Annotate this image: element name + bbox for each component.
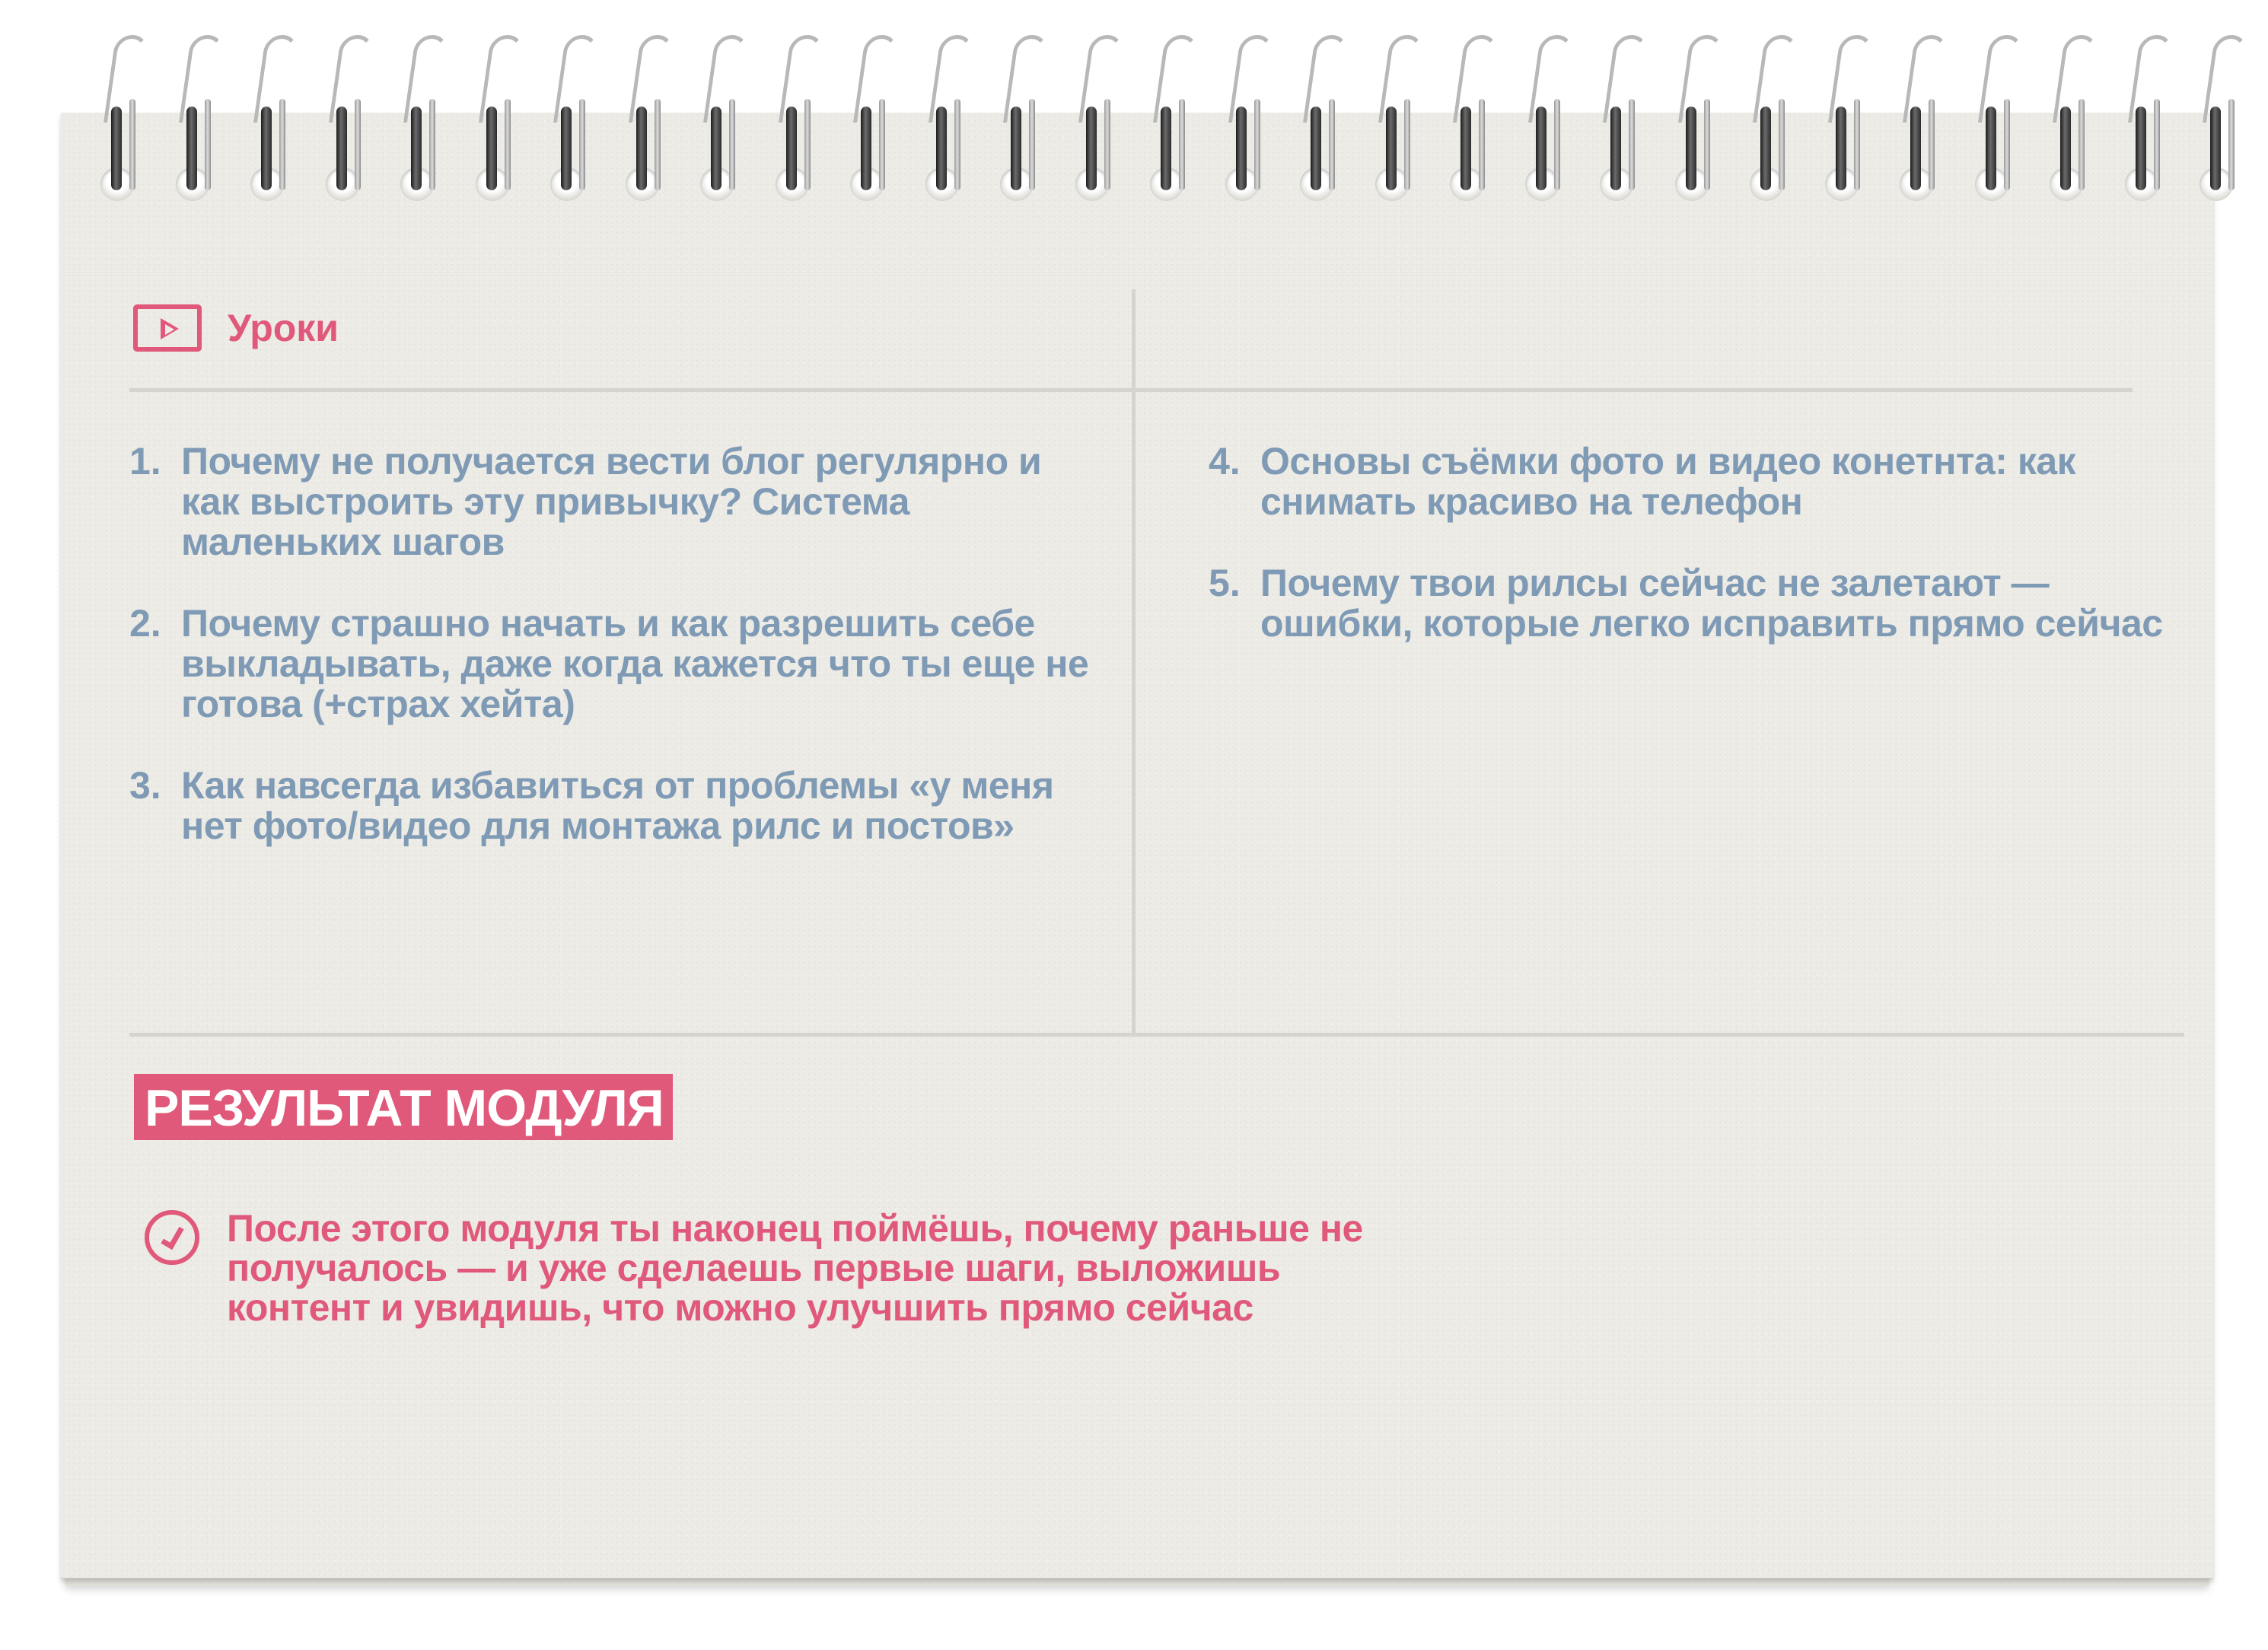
lesson-text: Почему не получается вести блог регулярно и как выстроить эту привычку? Система маленьких шагов bbox=[181, 440, 1042, 563]
spiral-ring bbox=[1898, 30, 1944, 213]
spiral-wire-top bbox=[1228, 35, 1273, 123]
spiral-ring bbox=[2123, 30, 2169, 213]
spiral-ring bbox=[399, 30, 444, 213]
spiral-ring bbox=[1298, 30, 1344, 213]
spiral-ring bbox=[1148, 30, 1194, 213]
spiral-wire-front bbox=[1910, 107, 1921, 190]
result-text: После этого модуля ты наконец поймёшь, почему раньше не получалось — и уже сделаешь первые шаги, выложишь контент и увидишь, что можно улучшить прямо сейчас bbox=[227, 1207, 1363, 1329]
lesson-number: 4. bbox=[1209, 440, 1241, 483]
spiral-ring bbox=[1674, 30, 1719, 213]
spiral-wire-top bbox=[178, 35, 224, 123]
spiral-wire-front bbox=[1610, 107, 1621, 190]
spiral-wire-top bbox=[1827, 35, 1873, 123]
spiral-ring bbox=[99, 30, 145, 213]
spiral-wire-front bbox=[1386, 107, 1397, 190]
spiral-wire-front bbox=[1760, 107, 1771, 190]
spiral-wire-top bbox=[1903, 35, 1948, 123]
spiral-wire-front bbox=[1311, 107, 1321, 190]
spiral-wire-top bbox=[1153, 35, 1199, 123]
spiral-wire-top bbox=[478, 35, 524, 123]
spiral-wire-front bbox=[1086, 107, 1097, 190]
spiral-wire-top bbox=[778, 35, 823, 123]
spiral-ring bbox=[324, 30, 370, 213]
lessons-header bbox=[133, 304, 339, 352]
lesson-item bbox=[1209, 563, 2168, 644]
result-block bbox=[145, 1209, 1429, 1327]
spiral-wire-top bbox=[2203, 35, 2248, 123]
spiral-ring bbox=[1448, 30, 1494, 213]
spiral-ring bbox=[924, 30, 970, 213]
spiral-wire-front bbox=[861, 107, 871, 190]
result-title: РЕЗУЛЬТАТ МОДУЛЯ bbox=[134, 1074, 673, 1140]
header-divider bbox=[129, 388, 2133, 392]
play-icon bbox=[133, 304, 202, 352]
spiral-wire-front bbox=[1686, 107, 1696, 190]
spiral-wire-front bbox=[786, 107, 797, 190]
spiral-wire-top bbox=[1977, 35, 2023, 123]
spiral-wire-top bbox=[853, 35, 899, 123]
lesson-item bbox=[129, 766, 1104, 846]
spiral-wire-front bbox=[111, 107, 122, 190]
spiral-wire-top bbox=[2053, 35, 2098, 123]
lesson-item bbox=[129, 441, 1104, 562]
spiral-ring bbox=[2048, 30, 2094, 213]
spiral-wire-front bbox=[2210, 107, 2221, 190]
spiral-wire-front bbox=[336, 107, 347, 190]
lesson-text: Как навсегда избавиться от проблемы «у меня нет фото/видео для монтажа рилс и постов» bbox=[181, 764, 1054, 847]
spiral-wire-top bbox=[1078, 35, 1123, 123]
lessons-title: Уроки bbox=[228, 307, 339, 349]
spiral-wire-front bbox=[1011, 107, 1021, 190]
spiral-ring bbox=[699, 30, 744, 213]
spiral-ring bbox=[1748, 30, 1794, 213]
spiral-ring bbox=[1524, 30, 1569, 213]
spiral-wire-top bbox=[403, 35, 449, 123]
spiral-wire-front bbox=[261, 107, 272, 190]
spiral-wire-front bbox=[2060, 107, 2071, 190]
spiral-wire-top bbox=[253, 35, 299, 123]
spiral-wire-front bbox=[1236, 107, 1247, 190]
spiral-ring bbox=[849, 30, 894, 213]
spiral-wire-front bbox=[186, 107, 197, 190]
spiral-wire-top bbox=[1527, 35, 1573, 123]
spiral-ring bbox=[999, 30, 1044, 213]
spiral-wire-top bbox=[1677, 35, 1723, 123]
spiral-wire-top bbox=[1603, 35, 1648, 123]
spiral-ring bbox=[1224, 30, 1269, 213]
spiral-wire-top bbox=[1378, 35, 1423, 123]
spiral-wire-top bbox=[1303, 35, 1349, 123]
spiral-ring bbox=[1598, 30, 1644, 213]
lesson-number: 1. bbox=[129, 440, 161, 483]
spiral-ring bbox=[249, 30, 295, 213]
spiral-wire-front bbox=[1161, 107, 1171, 190]
check-circle-icon bbox=[145, 1210, 199, 1265]
spiral-ring bbox=[774, 30, 820, 213]
spiral-wire-front bbox=[1536, 107, 1547, 190]
spiral-wire-top bbox=[2127, 35, 2173, 123]
lesson-text: Почему твои рилсы сейчас не залетают — ошибки, которые легко исправить прямо сейчас bbox=[1260, 562, 2163, 645]
spiral-wire-front bbox=[2136, 107, 2146, 190]
lesson-number: 5. bbox=[1209, 562, 1241, 604]
spiral-wire-top bbox=[328, 35, 374, 123]
spiral-wire-top bbox=[1753, 35, 1798, 123]
spiral-wire-front bbox=[1836, 107, 1846, 190]
spiral-wire-top bbox=[553, 35, 599, 123]
lesson-list-right bbox=[1209, 441, 2168, 685]
spiral-ring bbox=[174, 30, 220, 213]
spiral-wire-front bbox=[636, 107, 647, 190]
spiral-wire-front bbox=[936, 107, 947, 190]
lesson-list-left bbox=[129, 441, 1104, 887]
spiral-binding bbox=[99, 30, 2200, 213]
spiral-wire-top bbox=[104, 35, 149, 123]
spiral-wire-front bbox=[486, 107, 497, 190]
spiral-ring bbox=[1973, 30, 2019, 213]
lesson-text: Почему страшно начать и как разрешить себе выкладывать, даже когда кажется что ты еще не готова (+страх хейта) bbox=[181, 602, 1089, 725]
spiral-wire-top bbox=[1453, 35, 1499, 123]
spiral-ring bbox=[474, 30, 520, 213]
spiral-ring bbox=[549, 30, 594, 213]
spiral-wire-top bbox=[928, 35, 973, 123]
lesson-number: 2. bbox=[129, 602, 161, 645]
spiral-ring bbox=[2198, 30, 2244, 213]
spiral-ring bbox=[1074, 30, 1120, 213]
spiral-wire-front bbox=[1461, 107, 1471, 190]
spiral-ring bbox=[624, 30, 670, 213]
lesson-item bbox=[1209, 441, 2168, 522]
lesson-item bbox=[129, 604, 1104, 725]
column-divider bbox=[1132, 289, 1136, 1035]
lesson-text: Основы съёмки фото и видео конетнта: как снимать красиво на телефон bbox=[1260, 440, 2076, 523]
spiral-ring bbox=[1374, 30, 1419, 213]
spiral-wire-front bbox=[411, 107, 422, 190]
spiral-wire-top bbox=[1003, 35, 1049, 123]
section-divider bbox=[129, 1033, 2184, 1037]
paper-fold-line bbox=[61, 272, 2213, 274]
spiral-wire-front bbox=[711, 107, 721, 190]
spiral-wire-top bbox=[703, 35, 749, 123]
lesson-number: 3. bbox=[129, 764, 161, 807]
spiral-wire-top bbox=[628, 35, 674, 123]
spiral-wire-front bbox=[561, 107, 572, 190]
spiral-wire-front bbox=[1986, 107, 1996, 190]
spiral-ring bbox=[1824, 30, 1869, 213]
